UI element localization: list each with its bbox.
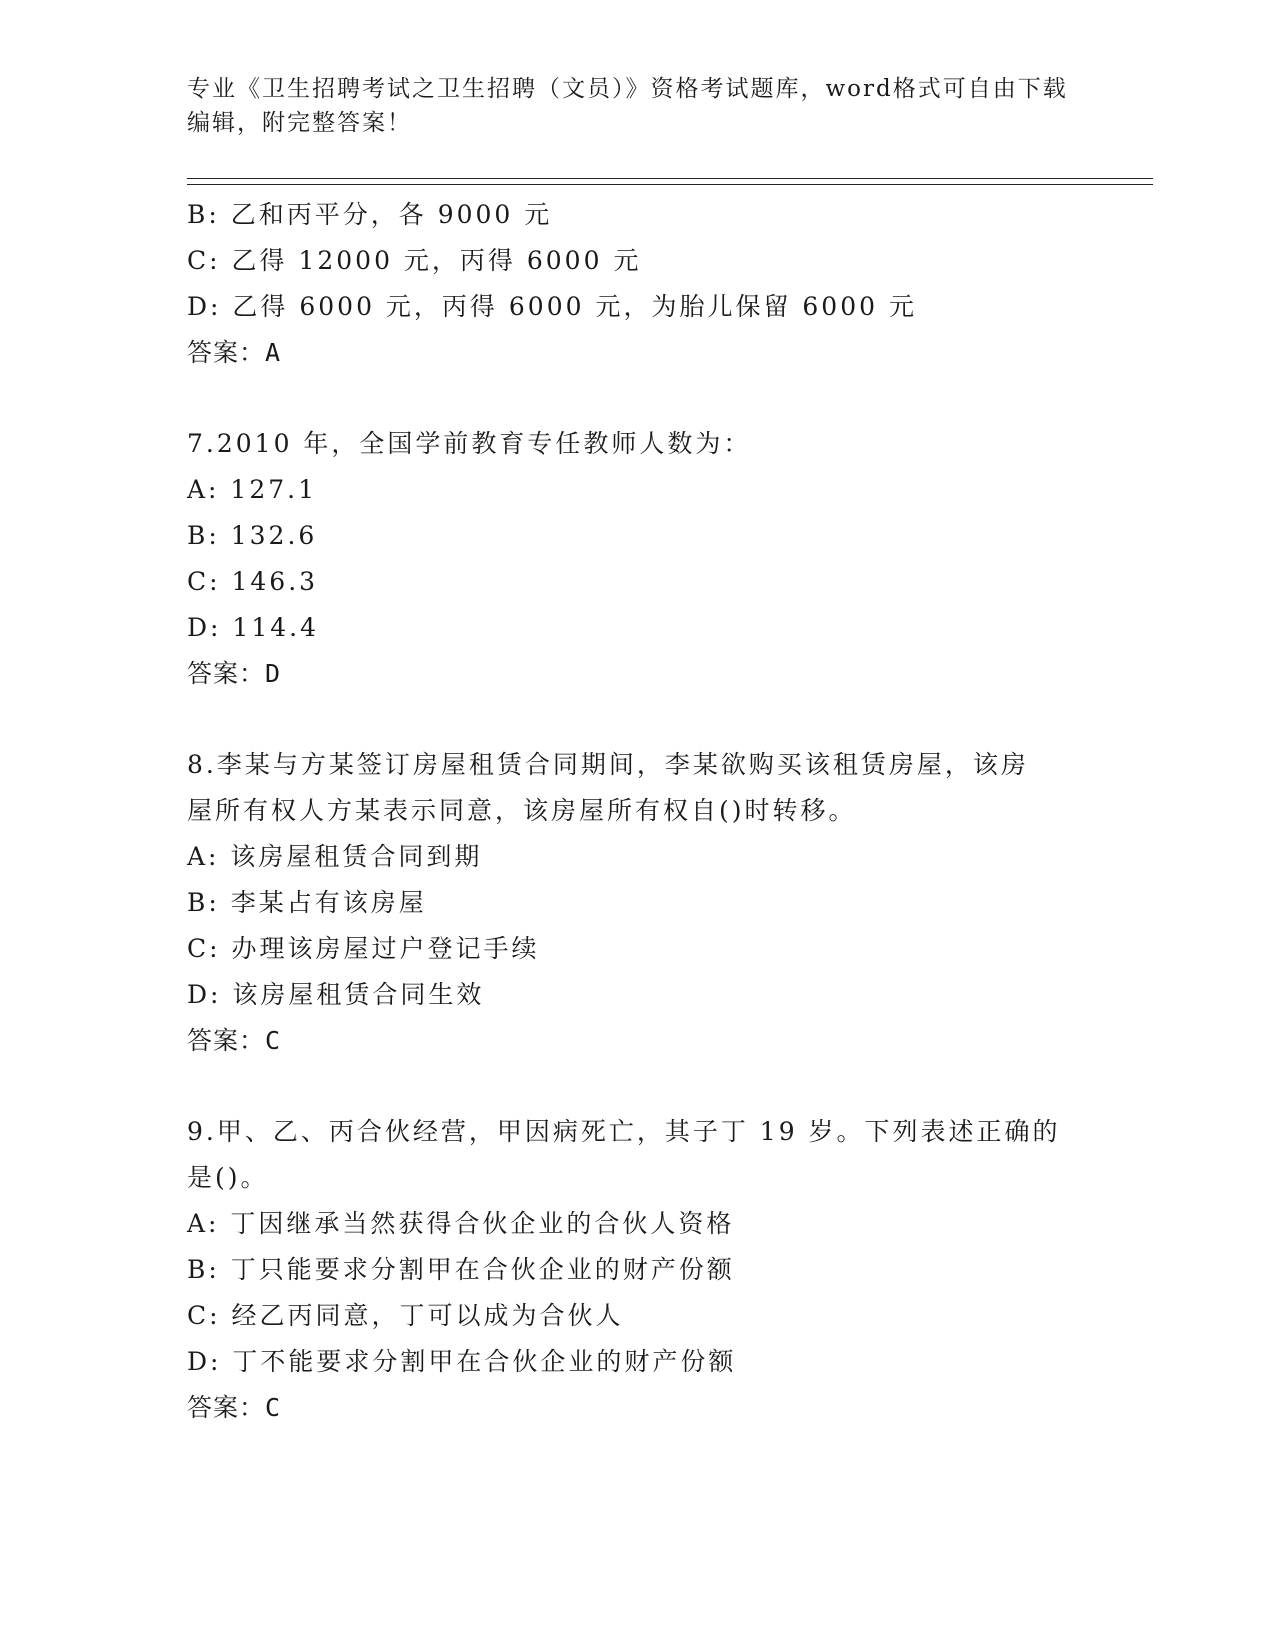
option-d: D: 该房屋租赁合同生效 [187, 980, 485, 1009]
spacer [187, 376, 1087, 421]
option-a: A: 127.1 [187, 475, 317, 504]
question-stem-line-2: 是()。 [187, 1163, 269, 1192]
header-divider-top [187, 178, 1153, 179]
answer-line: 答案：A [187, 338, 282, 367]
option-a: A: 丁因继承当然获得合伙企业的合伙人资格 [187, 1209, 735, 1238]
answer-line: 答案：D [187, 659, 282, 688]
header-divider-bottom [187, 184, 1153, 185]
option-b: B: 乙和丙平分，各 9000 元 [187, 200, 553, 229]
option-c: C: 办理该房屋过户登记手续 [187, 934, 540, 963]
option-d: D: 丁不能要求分割甲在合伙企业的财产份额 [187, 1347, 737, 1376]
option-c: C: 经乙丙同意，丁可以成为合伙人 [187, 1301, 624, 1330]
option-c: C: 146.3 [187, 567, 319, 596]
question-8 [187, 742, 1087, 1064]
option-b: B: 李某占有该房屋 [187, 888, 427, 917]
question-7 [187, 421, 1087, 697]
answer-line: 答案：C [187, 1026, 282, 1055]
option-b: B: 丁只能要求分割甲在合伙企业的财产份额 [187, 1255, 735, 1284]
question-stem-line-1: 9.甲、乙、丙合伙经营，甲因病死亡，其子丁 19 岁。下列表述正确的 [187, 1117, 1061, 1146]
question-stem-line-2: 屋所有权人方某表示同意，该房屋所有权自()时转移。 [187, 796, 857, 825]
header-title-line-1: 专业《卫生招聘考试之卫生招聘（文员）》资格考试题库，word格式可自由下载 [187, 76, 1068, 102]
header-title-line-2: 编辑，附完整答案！ [187, 110, 412, 136]
question-list [187, 192, 1087, 1431]
question-6-tail [187, 192, 1087, 376]
document-header [187, 72, 1087, 140]
option-d: D: 乙得 6000 元，丙得 6000 元，为胎儿保留 6000 元 [187, 292, 917, 321]
answer-line: 答案：C [187, 1393, 282, 1422]
option-a: A: 该房屋租赁合同到期 [187, 842, 483, 871]
option-d: D: 114.4 [187, 613, 319, 642]
question-stem-line-1: 8.李某与方某签订房屋租赁合同期间，李某欲购买该租赁房屋，该房 [187, 750, 1029, 779]
spacer [187, 697, 1087, 742]
option-b: B: 132.6 [187, 521, 318, 550]
question-9 [187, 1109, 1087, 1431]
spacer [187, 1064, 1087, 1109]
question-stem: 7.2010 年，全国学前教育专任教师人数为： [187, 429, 752, 458]
option-c: C: 乙得 12000 元，丙得 6000 元 [187, 246, 642, 275]
